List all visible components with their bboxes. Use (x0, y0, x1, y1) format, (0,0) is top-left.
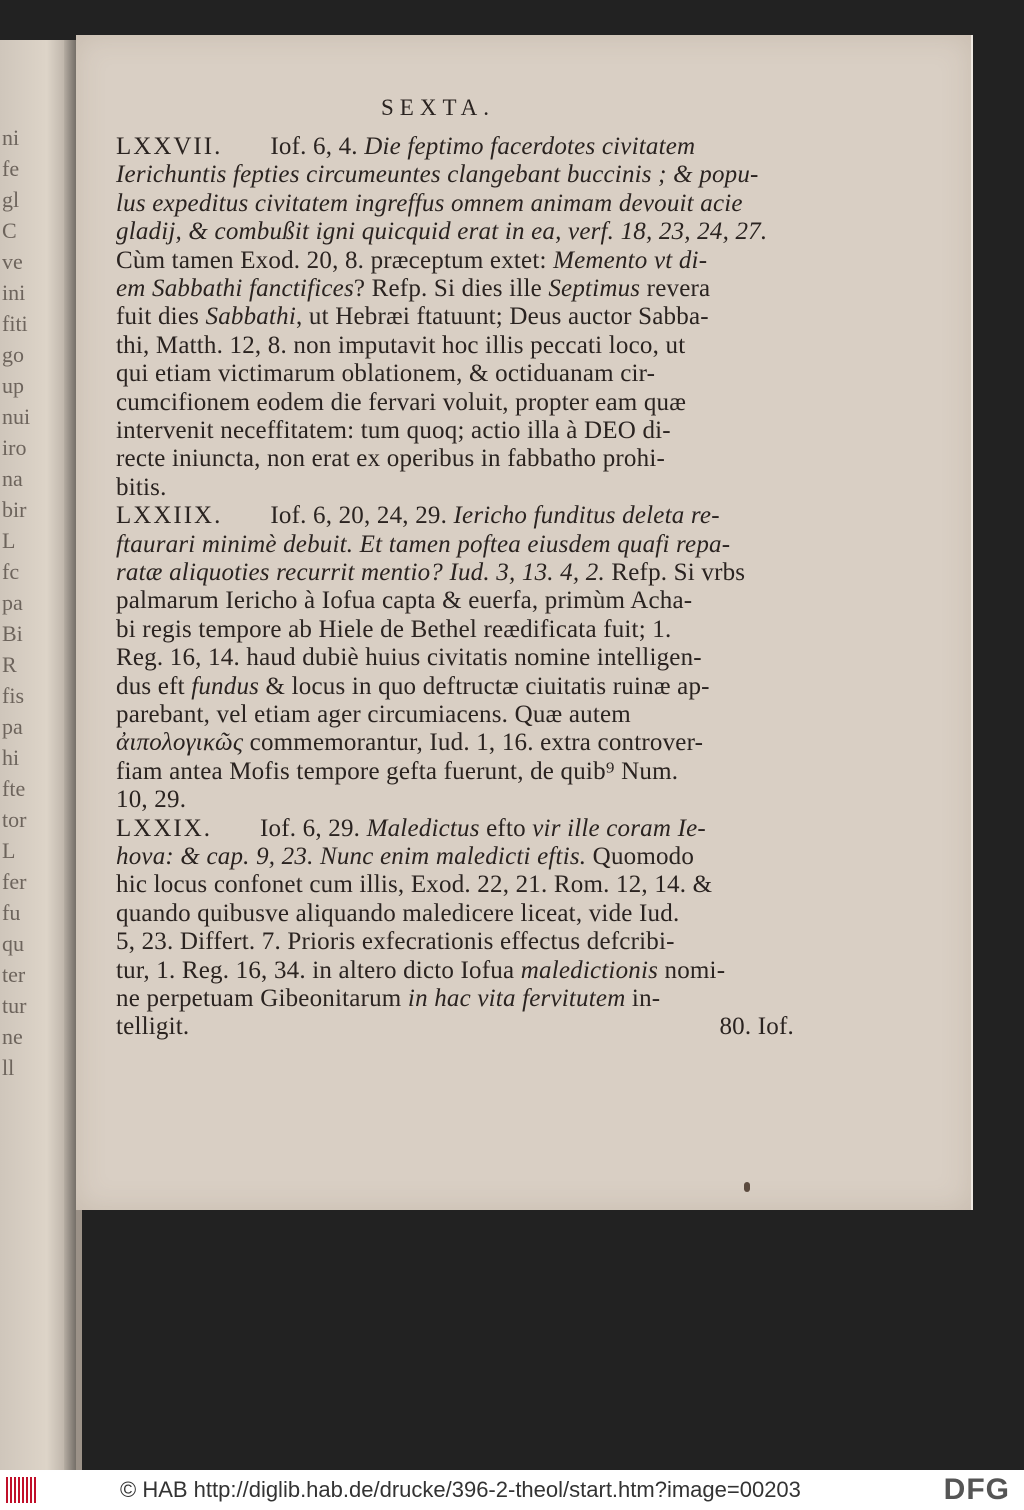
text-line: dus eft fundus & locus in quo deftructæ ciuitatis ruinæ ap- (116, 672, 710, 700)
text-line: parebant, vel etiam ager circumiacens. Quæ autem (116, 701, 631, 728)
previous-page-fragment: hi (2, 745, 20, 770)
previous-page-fragment: up (2, 373, 24, 398)
copyright-url[interactable]: © HAB http://diglib.hab.de/drucke/396-2-theol/start.htm?image=00203 (120, 1477, 801, 1502)
previous-page-fragment: fer (2, 869, 27, 894)
previous-page-fragment: Bi (2, 621, 23, 646)
text-line: recte iniuncta, non erat ex operibus in fabbatho prohi- (116, 445, 666, 473)
text-line: intervenit neceffitatem: tum quoq; actio illa à DEO di- (116, 417, 671, 444)
previous-page-fragment: ve (2, 249, 23, 274)
previous-page-fragment: iro (2, 435, 27, 460)
hab-barcode-icon (6, 1477, 40, 1503)
text-line: Cùm tamen Exod. 20, 8. præceptum extet: Memento vt di- (116, 246, 708, 274)
running-head: SEXTA. (381, 95, 496, 120)
previous-page-fragment: ni (2, 125, 20, 150)
previous-page-fragment: fiti (2, 311, 28, 336)
previous-page-fragment: R (2, 652, 17, 677)
text-line: ne perpetuam Gibeonitarum in hac vita fervitutem in- (116, 985, 661, 1012)
text-line: LXXIX. Iof. 6, 29. Maledictus efto vir ille coram Ie- (116, 814, 706, 842)
previous-page-fragment: na (2, 466, 23, 491)
text-line: Reg. 16, 14. haud dubiè huius civitatis nomine intelligen- (116, 644, 702, 672)
previous-page-fragment: bir (2, 497, 27, 522)
text-line: quando quibusve aliquando maledicere liceat, vide Iud. (116, 899, 680, 927)
text-line: fiam antea Mofis tempore gefta fuerunt, de quib⁹ Num. (116, 757, 679, 785)
dfg-logo: DFG (943, 1473, 1010, 1506)
previous-page-fragment: ini (2, 280, 26, 305)
footer-bar (0, 1470, 1024, 1510)
previous-page-fragment: ll (2, 1055, 15, 1080)
text-line: 5, 23. Differt. 7. Prioris exfecrationis effectus defcribi- (116, 928, 675, 956)
text-line: thi, Matth. 12, 8. non imputavit hoc illis peccati loco, ut (116, 331, 686, 359)
text-line: ἀιπολογικῶς commemorantur, Iud. 1, 16. extra controver- (116, 729, 704, 757)
previous-page-fragment: gl (2, 187, 20, 212)
previous-page-fragment: L (2, 528, 16, 553)
previous-page-fragment: pa (2, 714, 23, 739)
text-line: ratæ aliquoties recurrit mentio? Iud. 3, 13. 4, 2. Refp. Si vrbs (116, 559, 746, 586)
text-line: hova: & cap. 9, 23. Nunc enim maledicti eftis. Quomodo (116, 843, 695, 870)
book-page (76, 35, 973, 1210)
previous-page-fragment: ne (2, 1024, 23, 1049)
text-line: lus expeditus civitatem ingreffus omnem animam devouit acie (116, 189, 743, 217)
previous-page-fragment: fu (2, 900, 21, 925)
previous-page-fragment: tur (2, 993, 27, 1018)
text-line: LXXVII. Iof. 6, 4. Die feptimo facerdotes civitatem (116, 133, 696, 160)
text-line: hic locus confonet cum illis, Exod. 22, 21. Rom. 12, 14. & (116, 871, 713, 899)
previous-page-fragment: pa (2, 590, 23, 615)
previous-page-fragment: L (2, 838, 16, 863)
page-edge-lower (76, 1210, 82, 1470)
text-line: cumcifionem eodem die fervari voluit, propter eam quæ (116, 388, 687, 416)
previous-page-fragment: fe (2, 156, 20, 181)
previous-page-fragment: fis (2, 683, 24, 708)
text-line: fuit dies Sabbathi, ut Hebræi ftatuunt; Deus auctor Sabba- (116, 303, 709, 331)
previous-page-fragment: fc (2, 559, 20, 584)
text-line: tur, 1. Reg. 16, 34. in altero dicto Iofua maledictionis nomi- (116, 956, 726, 984)
text-line: ftaurari minimè debuit. Et tamen poftea eiusdem quafi repa- (116, 530, 731, 558)
catchword: 80. Iof. (719, 1013, 794, 1041)
previous-page-fragment: go (2, 342, 24, 367)
previous-page-fragment: C (2, 218, 17, 243)
previous-page-fragment: tor (2, 807, 27, 832)
previous-page-fragment: fte (2, 776, 26, 801)
previous-page-fragment: nui (2, 404, 31, 429)
text-line: bi regis tempore ab Hiele de Bethel reædificata fuit; 1. (116, 615, 672, 643)
text-line: bitis. (116, 473, 167, 501)
text-line: 10, 29. (116, 786, 187, 814)
ink-spot (744, 1182, 750, 1192)
text-line: LXXIIX. Iof. 6, 20, 24, 29. Iericho funditus deleta re- (116, 502, 720, 530)
text-line: qui etiam victimarum oblationem, & octiduanam cir- (116, 360, 656, 388)
text-line: palmarum Iericho à Iofua capta & euerfa, primùm Acha- (116, 587, 693, 615)
text-line: Ierichuntis fepties circumeuntes clangebant buccinis ; & popu- (116, 161, 759, 189)
text-line: telligit. 80. Iof. (116, 1013, 794, 1041)
text-line: gladij, & combußit igni quicquid erat in ea, verf. 18, 23, 24, 27. (116, 218, 768, 246)
text-line: em Sabbathi fanctifices? Refp. Si dies ille Septimus revera (116, 275, 711, 302)
previous-page-fragment: qu (2, 931, 24, 956)
previous-page-fragment: ter (2, 962, 26, 987)
